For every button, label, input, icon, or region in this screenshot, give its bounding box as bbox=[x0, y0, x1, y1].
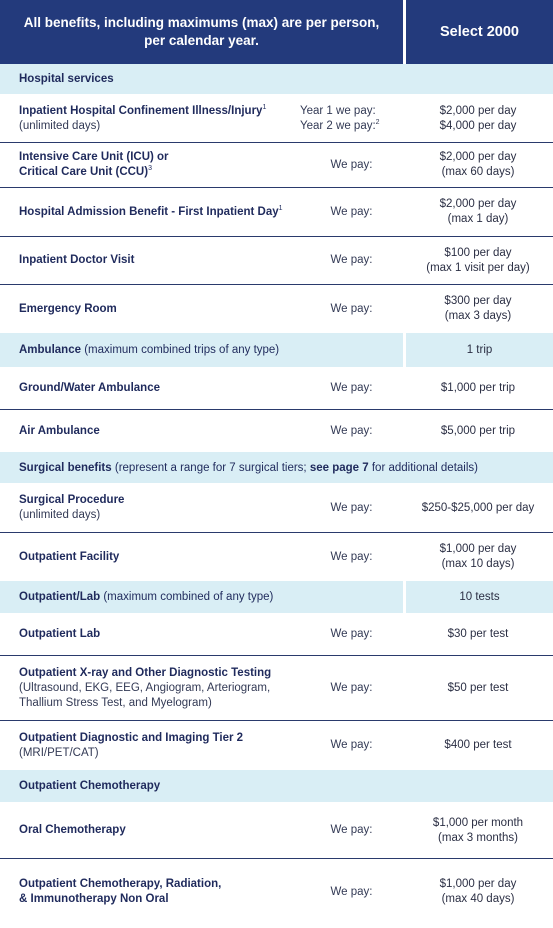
row-inpatient-doctor bbox=[0, 237, 553, 285]
row-value: $1,000 per trip bbox=[440, 382, 516, 394]
row-value: $2,000 per day bbox=[439, 151, 517, 163]
row-value: $400 per test bbox=[444, 739, 512, 751]
row-label: Surgical Procedure bbox=[19, 494, 125, 506]
we-pay-label: We pay: bbox=[330, 681, 373, 694]
year1-label: Year 1 we pay: bbox=[300, 104, 376, 117]
row-label: Air Ambulance bbox=[19, 424, 100, 437]
section-outpatient-chemotherapy bbox=[0, 770, 553, 803]
row-label: Outpatient Chemotherapy, Radiation, bbox=[19, 878, 222, 890]
section-note: (represent a range for 7 surgical tiers; bbox=[114, 461, 310, 474]
row-inpatient-confinement: Inpatient Hospital Confinement Illness/Injury$^1$ (unlimited days) Year 1 we pay: Year 2 we pay:$^2$ $2,000 per day $4,000 per day bbox=[0, 95, 553, 143]
row-ground-ambulance bbox=[0, 368, 553, 410]
row-icu-ccu: Intensive Care Unit (ICU) or Critical Care Unit (CCU)$^3$ We pay: $2,000 per day (max 60 days) bbox=[0, 143, 553, 188]
row-label-line2: Critical Care Unit (CCU) bbox=[19, 166, 149, 178]
row-value: $1,000 per month bbox=[432, 816, 524, 829]
row-value-max: (max 40 days) bbox=[441, 893, 515, 905]
header-benefits-note: All benefits, including maximums (max) are per person, per calendar year. bbox=[0, 0, 403, 64]
row-emergency-room bbox=[0, 285, 553, 333]
row-sublabel-line2: Thallium Stress Test, and Myelogram) bbox=[19, 696, 212, 709]
row-hospital-admission: Hospital Admission Benefit - First Inpatient Day$^1$ We pay: $2,000 per day (max 1 day) bbox=[0, 188, 553, 237]
row-label: Outpatient Lab bbox=[19, 628, 101, 640]
row-sublabel: (unlimited days) bbox=[19, 119, 101, 132]
row-label: Outpatient Facility bbox=[19, 550, 120, 563]
row-sublabel: (MRI/PET/CAT) bbox=[19, 746, 99, 759]
we-pay-label: We pay: bbox=[330, 158, 373, 171]
section-note-end: for additional details) bbox=[368, 461, 478, 474]
row-value: $50 per test bbox=[447, 681, 509, 694]
row-label: Outpatient X-ray and Other Diagnostic Testing bbox=[19, 666, 272, 679]
row-value: $30 per test bbox=[447, 628, 509, 640]
we-pay-label: We pay: bbox=[330, 628, 373, 640]
section-value: 1 trip bbox=[403, 333, 553, 367]
we-pay-label: We pay: bbox=[330, 739, 373, 751]
row-label: Inpatient Doctor Visit bbox=[19, 254, 135, 266]
section-value: 10 tests bbox=[403, 581, 553, 613]
we-pay-label: We pay: bbox=[330, 382, 373, 394]
year1-value: $2,000 per day bbox=[439, 104, 517, 117]
section-hospital-services bbox=[0, 64, 553, 95]
row-label: Ground/Water Ambulance bbox=[19, 382, 160, 394]
row-value: $100 per day bbox=[444, 246, 512, 259]
section-note: (maximum combined of any type) bbox=[103, 591, 274, 603]
row-value: $300 per day bbox=[444, 295, 512, 307]
header-plan-name: Select 2000 bbox=[406, 0, 553, 64]
year2-value: $4,000 per day bbox=[439, 119, 517, 132]
row-surgical-procedure bbox=[0, 484, 553, 533]
row-value-max: (max 3 months) bbox=[438, 831, 518, 844]
section-label: Outpatient Chemotherapy bbox=[19, 780, 161, 792]
row-diagnostic-imaging bbox=[0, 721, 553, 770]
we-pay-label: We pay: bbox=[330, 254, 373, 266]
row-value: $2,000 per day bbox=[439, 198, 517, 210]
section-ambulance bbox=[0, 333, 553, 368]
section-label: Hospital services bbox=[19, 73, 114, 85]
see-page-link[interactable]: see page 7 bbox=[309, 461, 369, 474]
row-outpatient-lab bbox=[0, 614, 553, 656]
row-value-max: (max 60 days) bbox=[441, 166, 515, 178]
section-label: Outpatient/Lab bbox=[19, 591, 101, 603]
row-label: Oral Chemotherapy bbox=[19, 824, 126, 836]
row-value-max: (max 3 days) bbox=[444, 310, 512, 322]
we-pay-label: We pay: bbox=[330, 424, 373, 437]
row-value-max: (max 1 visit per day) bbox=[426, 261, 530, 274]
section-note: (maximum combined trips of any type) bbox=[84, 344, 280, 356]
we-pay-label: We pay: bbox=[330, 205, 373, 218]
row-sublabel: (Ultrasound, EKG, EEG, Angiogram, Arteriogram, bbox=[19, 681, 271, 694]
row-air-ambulance bbox=[0, 410, 553, 452]
section-label: Surgical benefits bbox=[19, 461, 112, 474]
year2-label: Year 2 we pay: bbox=[300, 119, 376, 132]
row-label: Emergency Room bbox=[19, 302, 117, 315]
section-outpatient-lab bbox=[0, 581, 553, 614]
section-label: Ambulance bbox=[19, 344, 81, 356]
row-label: Intensive Care Unit (ICU) or bbox=[19, 151, 169, 163]
row-value: $1,000 per day bbox=[439, 878, 517, 890]
row-value: $250-$25,000 per day bbox=[421, 501, 535, 514]
row-chemotherapy-non-oral bbox=[0, 859, 553, 925]
row-outpatient-facility bbox=[0, 533, 553, 581]
row-sublabel: (unlimited days) bbox=[19, 509, 101, 521]
row-value-max: (max 10 days) bbox=[441, 558, 515, 570]
section-surgical-benefits bbox=[0, 452, 553, 484]
we-pay-label: We pay: bbox=[330, 501, 373, 514]
we-pay-label: We pay: bbox=[330, 550, 373, 563]
row-value-max: (max 1 day) bbox=[447, 213, 509, 225]
row-label: Outpatient Diagnostic and Imaging Tier 2 bbox=[19, 731, 244, 744]
row-label: Hospital Admission Benefit - First Inpatient Day bbox=[19, 205, 279, 218]
we-pay-label: We pay: bbox=[330, 885, 373, 898]
we-pay-label: We pay: bbox=[330, 824, 373, 836]
row-label-line2: & Immunotherapy Non Oral bbox=[19, 893, 169, 905]
row-outpatient-xray bbox=[0, 656, 553, 721]
table-header bbox=[0, 0, 553, 64]
row-label: Inpatient Hospital Confinement Illness/Injury bbox=[19, 104, 263, 117]
row-value: $5,000 per trip bbox=[440, 424, 516, 437]
row-oral-chemotherapy bbox=[0, 803, 553, 859]
row-value: $1,000 per day bbox=[439, 543, 517, 555]
we-pay-label: We pay: bbox=[330, 302, 373, 315]
